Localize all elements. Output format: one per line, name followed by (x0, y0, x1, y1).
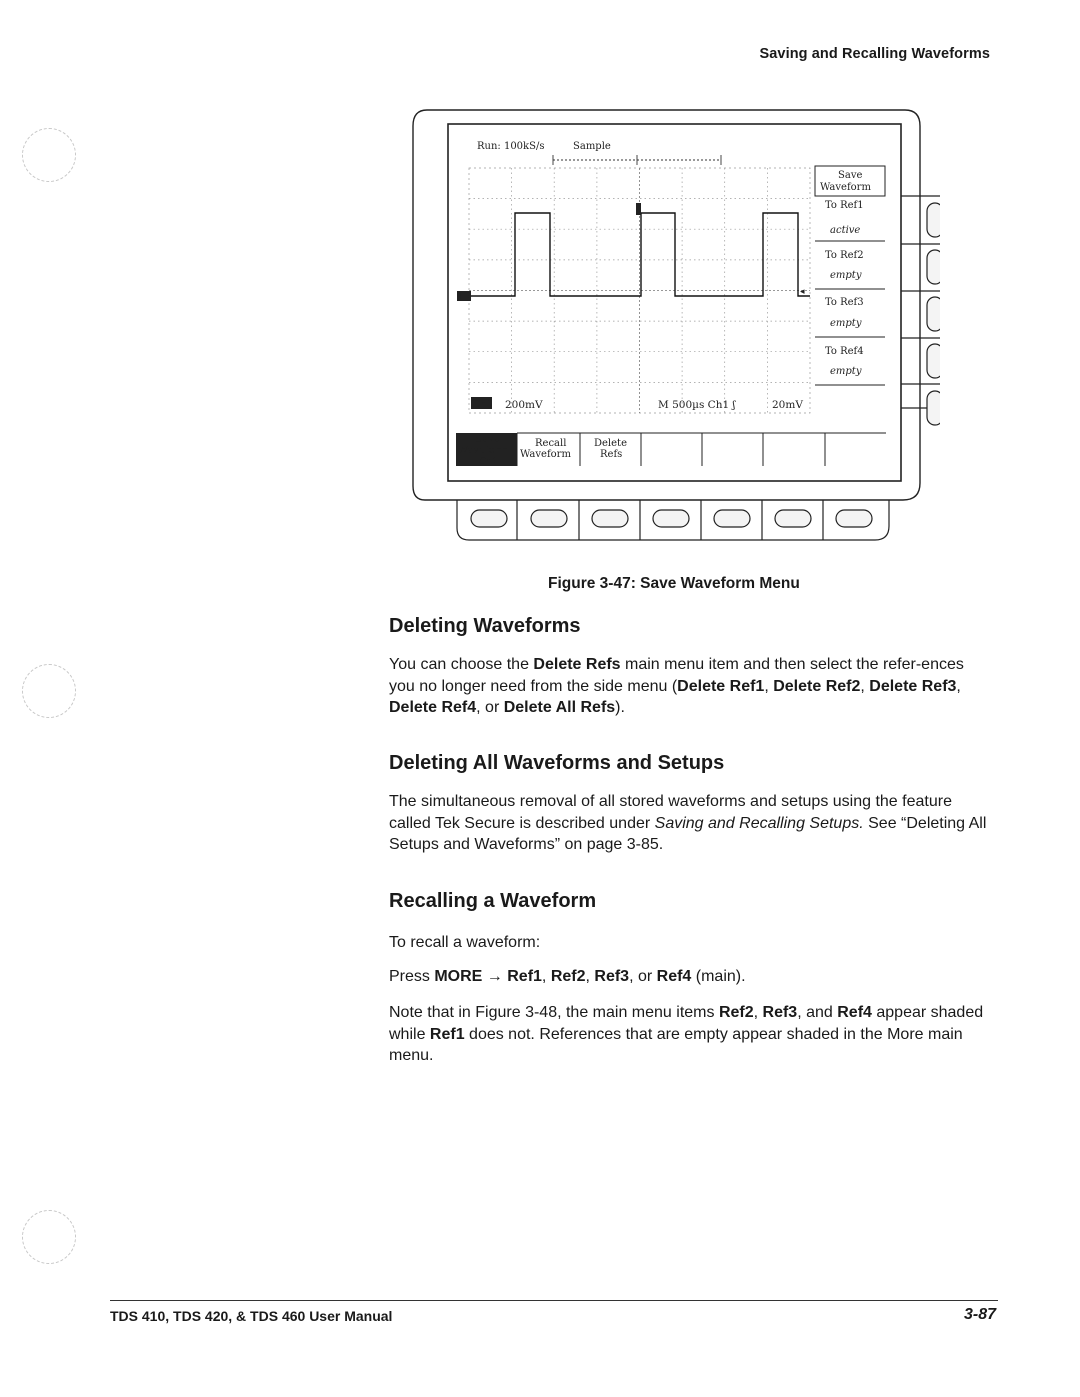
side-menu-item-ref4[interactable]: To Ref4 (825, 346, 864, 357)
footer-rule (110, 1300, 998, 1301)
figure-caption: Figure 3-47: Save Waveform Menu (548, 575, 800, 592)
side-menu-item-ref1-state: active (830, 225, 861, 236)
bottom-bezel-button (471, 510, 872, 527)
side-menu-title-2: Waveform (820, 182, 871, 193)
bottom-menu-save-line3[interactable]: Ch1 (479, 457, 498, 467)
punch-hole (22, 664, 76, 718)
paragraph-deleting-waveforms: You can choose the Delete Refs main menu item and then select the refer-ences you no longer need from the side menu (Delete Ref1, Delete Ref2, Delete Ref3, Delete Ref4, or Delete All Refs). (389, 656, 964, 716)
bottom-menu-delete-line2[interactable]: Refs (600, 449, 623, 460)
footer-manual-title: TDS 410, TDS 420, & TDS 460 User Manual (110, 1308, 393, 1324)
bottom-menu-delete-line1[interactable]: Delete (594, 438, 627, 449)
trigger-level-marker: ◂ (800, 287, 805, 297)
running-head: Saving and Recalling Waveforms (759, 46, 990, 62)
side-menu-item-ref4-state: empty (830, 366, 862, 377)
ch1-scale: 200mV (505, 399, 543, 411)
trigger-level-readout: 20mV (772, 399, 803, 411)
bottom-menu-save-line2[interactable]: Waveform (458, 445, 509, 456)
side-menu-item-ref2[interactable]: To Ref2 (825, 250, 864, 261)
punch-hole (22, 1210, 76, 1264)
side-menu-item-ref1[interactable]: To Ref1 (825, 200, 864, 211)
ch1-label: Ch1 (473, 399, 493, 410)
trigger-position-marker (636, 203, 641, 215)
oscilloscope-illustration (405, 108, 940, 548)
section-title-deleting-all: Deleting All Waveforms and Setups (389, 752, 725, 774)
bottom-menu-recall-line2[interactable]: Waveform (520, 449, 571, 460)
page-number: 3-87 (963, 1306, 996, 1323)
punch-hole (22, 128, 76, 182)
timebase-readout: M 500µs Ch1 ʃ (658, 399, 736, 411)
paragraph-deleting-all: The simultaneous removal of all stored waveforms and setups using the feature called Tek Secure is described under Saving and Recalling Setups. See “Deleting All Setups and Waveforms” on page 3-85. (389, 793, 987, 853)
oscilloscope-figure (405, 108, 940, 548)
acquire-mode-readout: Sample (573, 141, 611, 152)
side-menu-item-ref3[interactable]: To Ref3 (825, 297, 864, 308)
side-menu-item-ref3-state: empty (830, 318, 862, 329)
section-title-recalling: Recalling a Waveform (389, 890, 597, 912)
paragraph-recall-note: Note that in Figure 3-48, the main menu items Ref2, Ref3, and Ref4 appear shaded while Ref1 does not. References that are empty appear shaded in the More main menu. (389, 1004, 984, 1064)
side-menu-item-ref2-state: empty (830, 270, 862, 281)
bottom-menu-recall-line1[interactable]: Recall (535, 438, 567, 449)
side-bezel-button (927, 203, 940, 425)
bottom-menu-save-line1[interactable]: Save (475, 434, 500, 445)
side-menu-title-1: Save (838, 170, 863, 181)
paragraph-recall-intro: To recall a waveform: (389, 934, 541, 951)
section-title-deleting-waveforms: Deleting Waveforms (389, 615, 581, 637)
run-readout: Run: 100kS/s (477, 141, 545, 152)
paragraph-recall-step: Press MORE → Ref1, Ref2, Ref3, or Ref4 (main). (389, 968, 746, 985)
ground-marker: 1→ (458, 292, 470, 301)
